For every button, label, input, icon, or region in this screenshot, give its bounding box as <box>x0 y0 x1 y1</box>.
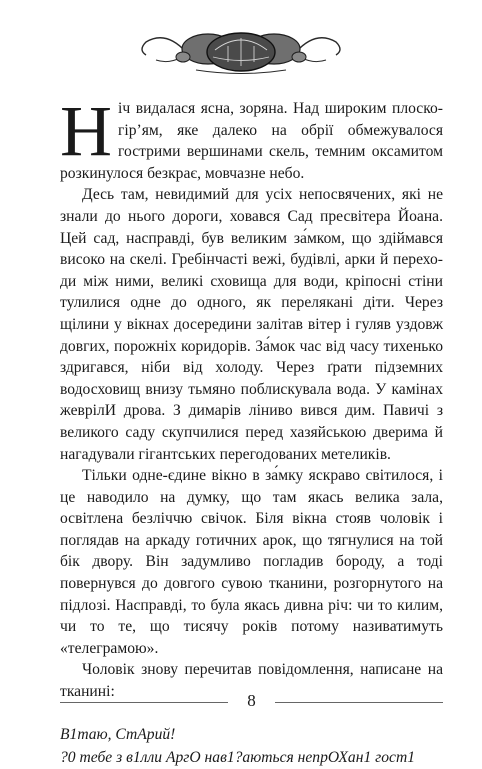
turtle-ornament-icon <box>0 0 482 90</box>
footer-rule-right <box>275 702 443 703</box>
paragraph-text: іч видалася ясна, зоряна. Над широким плоскогір’ям, яке далеко на обрії обмежувалося гострими вершинами скель, темним оксамитом розкинулося безкрає, мовчазне небо. <box>60 100 443 182</box>
telegram-text <box>60 723 443 769</box>
paragraph <box>60 91 443 184</box>
page-number: 8 <box>247 691 256 710</box>
chapter-text <box>60 91 443 769</box>
telegram-line: ?0 тебе з в1лли АргО нав1?аються непрОХан1 гост1 <box>60 748 416 766</box>
page-footer <box>60 688 443 718</box>
paragraph: Десь там, невидимий для усіх непосвячених, які не знали до нього дороги, ховався Сад пресвітера Йоана. Цей сад, насправді, був великим за́мком, що здіймався високо на скелі. Гребінчасті вежі, будівлі, арки й переходи між ними, великі сховища для води, кріпосні стіни тулилися одне до одного, як перелякані діти. Через щілини у вікнах досередини залітав вітер і гуляв уздовж довгих, порожніх коридорів. За́мок час від часу тихенько здригався, ніби від холоду. Через ґрати підземних водосховищ внизу тьмяно поблискувала вода. У камінах жеврілИ дрова. З димарів ліниво вився дим. Павичі з великого саду скупчилися перед хазяйською дверима й нагадували гігантських перегодованих метеликів. <box>60 186 443 463</box>
drop-cap: Н <box>60 91 112 171</box>
telegram-line: В1таю, СтАрий! <box>60 725 176 743</box>
paragraph: Чоловік знову перечитав повідомлення, написане на тканині: <box>60 661 443 701</box>
paragraph: Тільки одне-єдине вікно в за́мку яскраво світилося, і це наводило на думку, що там якась велика зала, освітлена безліччю свічок. Біля вікна стояв чоловік і поглядав на аркаду готичних арок, що тягнулися на той бік двору. Він задумливо погладив бороду, а тоді повернувся до довгого сувою тканини, розгорнутого на підлозі. Насправді, то була якась дивна річ: чи то килим, чи то те, що тисячу років потому називатимуть «телеграмою». <box>60 467 443 657</box>
